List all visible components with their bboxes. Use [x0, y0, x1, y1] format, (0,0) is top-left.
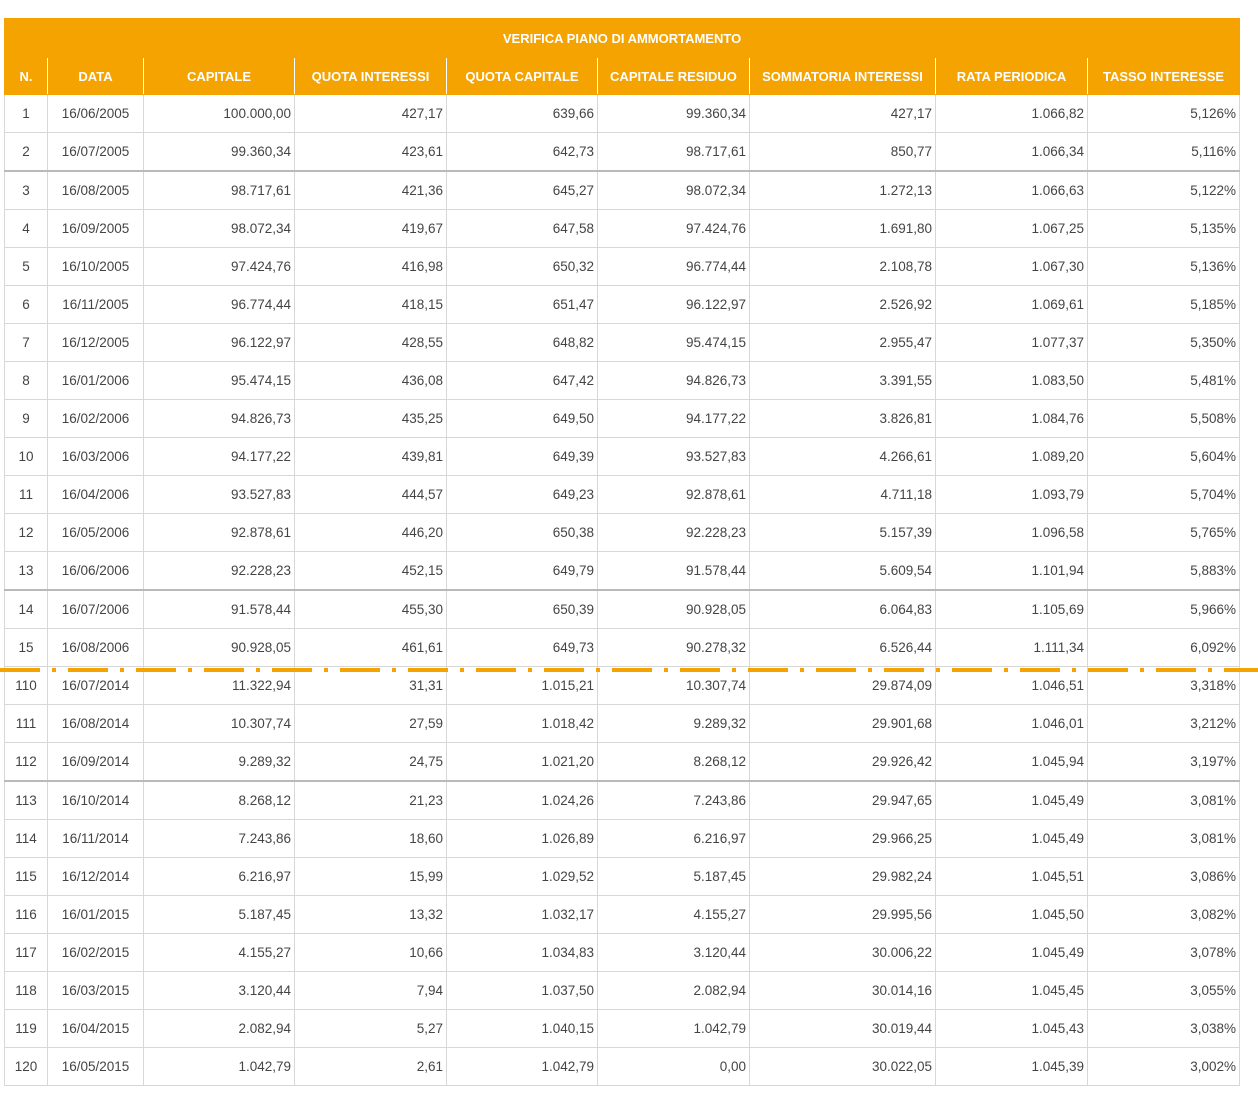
cell-capitale-residuo: 7.243,86 [598, 781, 750, 820]
table-row [5, 171, 1240, 210]
cell-capitale: 98.072,34 [144, 210, 295, 248]
table-row [5, 972, 1240, 1010]
cell-rata-periodica: 1.045,94 [936, 743, 1088, 782]
cell-n: 120 [5, 1048, 48, 1086]
cell-capitale-residuo: 95.474,15 [598, 324, 750, 362]
cell-n: 111 [5, 705, 48, 743]
cell-sommatoria-interessi: 30.006,22 [750, 934, 936, 972]
cell-capitale-residuo: 94.177,22 [598, 400, 750, 438]
table-row [5, 133, 1240, 172]
cell-sommatoria-interessi: 5.609,54 [750, 552, 936, 591]
cell-quota-capitale: 1.021,20 [447, 743, 598, 782]
cell-capitale: 94.826,73 [144, 400, 295, 438]
cell-capitale-residuo: 91.578,44 [598, 552, 750, 591]
cell-capitale-residuo: 96.774,44 [598, 248, 750, 286]
table-row [5, 248, 1240, 286]
table-row [5, 1048, 1240, 1086]
cell-tasso-interesse: 5,350% [1088, 324, 1240, 362]
cell-capitale: 91.578,44 [144, 590, 295, 629]
cell-tasso-interesse: 5,136% [1088, 248, 1240, 286]
cell-tasso-interesse: 5,481% [1088, 362, 1240, 400]
cell-n: 119 [5, 1010, 48, 1048]
cell-tasso-interesse: 3,212% [1088, 705, 1240, 743]
cell-n: 1 [5, 95, 48, 133]
cell-quota-capitale: 1.034,83 [447, 934, 598, 972]
cell-sommatoria-interessi: 4.711,18 [750, 476, 936, 514]
cell-quota-capitale: 648,82 [447, 324, 598, 362]
table-row [5, 590, 1240, 629]
cell-rata-periodica: 1.077,37 [936, 324, 1088, 362]
cell-tasso-interesse: 3,055% [1088, 972, 1240, 1010]
cell-quota-interessi: 423,61 [295, 133, 447, 172]
cell-data: 16/01/2015 [48, 896, 144, 934]
cell-rata-periodica: 1.089,20 [936, 438, 1088, 476]
column-header-n: N. [5, 58, 48, 95]
amortization-table [4, 18, 1240, 1086]
cell-data: 16/08/2014 [48, 705, 144, 743]
cell-sommatoria-interessi: 30.022,05 [750, 1048, 936, 1086]
cell-sommatoria-interessi: 30.014,16 [750, 972, 936, 1010]
cell-tasso-interesse: 5,185% [1088, 286, 1240, 324]
cell-capitale: 99.360,34 [144, 133, 295, 172]
cell-data: 16/09/2014 [48, 743, 144, 782]
cell-capitale-residuo: 8.268,12 [598, 743, 750, 782]
table-title: VERIFICA PIANO DI AMMORTAMENTO [5, 19, 1240, 58]
cell-capitale-residuo: 97.424,76 [598, 210, 750, 248]
cell-quota-capitale: 642,73 [447, 133, 598, 172]
cell-data: 16/06/2005 [48, 95, 144, 133]
cell-data: 16/07/2006 [48, 590, 144, 629]
cell-capitale-residuo: 90.278,32 [598, 629, 750, 667]
cell-rata-periodica: 1.111,34 [936, 629, 1088, 667]
table-row [5, 514, 1240, 552]
cell-capitale: 9.289,32 [144, 743, 295, 782]
cell-sommatoria-interessi: 30.019,44 [750, 1010, 936, 1048]
cell-n: 13 [5, 552, 48, 591]
cell-rata-periodica: 1.067,25 [936, 210, 1088, 248]
cell-capitale-residuo: 94.826,73 [598, 362, 750, 400]
cell-capitale-residuo: 2.082,94 [598, 972, 750, 1010]
cell-rata-periodica: 1.066,34 [936, 133, 1088, 172]
cell-quota-interessi: 436,08 [295, 362, 447, 400]
cell-capitale: 100.000,00 [144, 95, 295, 133]
cell-rata-periodica: 1.096,58 [936, 514, 1088, 552]
cell-data: 16/12/2014 [48, 858, 144, 896]
cell-rata-periodica: 1.045,51 [936, 858, 1088, 896]
table-row [5, 781, 1240, 820]
table-row [5, 286, 1240, 324]
column-header-quota-capitale: QUOTA CAPITALE [447, 58, 598, 95]
cell-quota-capitale: 1.037,50 [447, 972, 598, 1010]
cell-rata-periodica: 1.046,01 [936, 705, 1088, 743]
cell-n: 7 [5, 324, 48, 362]
cell-sommatoria-interessi: 29.947,65 [750, 781, 936, 820]
table-row [5, 858, 1240, 896]
cell-quota-interessi: 455,30 [295, 590, 447, 629]
cell-rata-periodica: 1.045,49 [936, 820, 1088, 858]
cell-rata-periodica: 1.045,49 [936, 934, 1088, 972]
cell-capitale-residuo: 10.307,74 [598, 667, 750, 705]
cell-capitale: 98.717,61 [144, 171, 295, 210]
cell-data: 16/05/2006 [48, 514, 144, 552]
cell-data: 16/08/2005 [48, 171, 144, 210]
cell-capitale: 90.928,05 [144, 629, 295, 667]
cell-quota-capitale: 1.029,52 [447, 858, 598, 896]
cell-capitale: 96.122,97 [144, 324, 295, 362]
cell-quota-interessi: 446,20 [295, 514, 447, 552]
table-row [5, 324, 1240, 362]
cell-quota-capitale: 651,47 [447, 286, 598, 324]
column-header-rata-periodica: RATA PERIODICA [936, 58, 1088, 95]
cell-quota-capitale: 639,66 [447, 95, 598, 133]
cell-quota-interessi: 427,17 [295, 95, 447, 133]
cell-n: 118 [5, 972, 48, 1010]
cell-capitale-residuo: 96.122,97 [598, 286, 750, 324]
cell-data: 16/04/2015 [48, 1010, 144, 1048]
cell-tasso-interesse: 5,966% [1088, 590, 1240, 629]
cell-tasso-interesse: 3,082% [1088, 896, 1240, 934]
cell-data: 16/07/2014 [48, 667, 144, 705]
cell-capitale-residuo: 5.187,45 [598, 858, 750, 896]
cell-data: 16/11/2005 [48, 286, 144, 324]
cell-quota-interessi: 15,99 [295, 858, 447, 896]
cell-quota-interessi: 27,59 [295, 705, 447, 743]
cell-n: 113 [5, 781, 48, 820]
cell-tasso-interesse: 5,765% [1088, 514, 1240, 552]
cell-capitale-residuo: 98.717,61 [598, 133, 750, 172]
cell-rata-periodica: 1.046,51 [936, 667, 1088, 705]
table-row [5, 476, 1240, 514]
cell-sommatoria-interessi: 2.955,47 [750, 324, 936, 362]
cell-tasso-interesse: 5,126% [1088, 95, 1240, 133]
cell-sommatoria-interessi: 29.982,24 [750, 858, 936, 896]
cell-data: 16/02/2006 [48, 400, 144, 438]
cell-sommatoria-interessi: 850,77 [750, 133, 936, 172]
cell-capitale: 11.322,94 [144, 667, 295, 705]
cell-tasso-interesse: 5,604% [1088, 438, 1240, 476]
table-row [5, 934, 1240, 972]
cell-n: 12 [5, 514, 48, 552]
cell-quota-interessi: 418,15 [295, 286, 447, 324]
cell-quota-interessi: 10,66 [295, 934, 447, 972]
table-row [5, 362, 1240, 400]
cell-rata-periodica: 1.105,69 [936, 590, 1088, 629]
cell-n: 10 [5, 438, 48, 476]
cell-sommatoria-interessi: 29.874,09 [750, 667, 936, 705]
column-header-capitale-residuo: CAPITALE RESIDUO [598, 58, 750, 95]
cell-rata-periodica: 1.045,43 [936, 1010, 1088, 1048]
cell-capitale: 8.268,12 [144, 781, 295, 820]
cell-data: 16/06/2006 [48, 552, 144, 591]
cell-rata-periodica: 1.045,50 [936, 896, 1088, 934]
cell-capitale-residuo: 93.527,83 [598, 438, 750, 476]
cell-n: 3 [5, 171, 48, 210]
table-row [5, 896, 1240, 934]
cell-capitale-residuo: 6.216,97 [598, 820, 750, 858]
cell-capitale: 3.120,44 [144, 972, 295, 1010]
table-row [5, 820, 1240, 858]
cell-data: 16/08/2006 [48, 629, 144, 667]
cell-tasso-interesse: 6,092% [1088, 629, 1240, 667]
cell-capitale: 6.216,97 [144, 858, 295, 896]
cell-data: 16/11/2014 [48, 820, 144, 858]
table-title-row [5, 19, 1240, 58]
cell-rata-periodica: 1.066,82 [936, 95, 1088, 133]
table-row [5, 210, 1240, 248]
cell-capitale-residuo: 90.928,05 [598, 590, 750, 629]
cell-n: 9 [5, 400, 48, 438]
cell-quota-interessi: 419,67 [295, 210, 447, 248]
cell-quota-capitale: 1.040,15 [447, 1010, 598, 1048]
cell-tasso-interesse: 5,135% [1088, 210, 1240, 248]
cell-n: 8 [5, 362, 48, 400]
cell-n: 14 [5, 590, 48, 629]
cell-quota-capitale: 1.024,26 [447, 781, 598, 820]
cell-quota-interessi: 5,27 [295, 1010, 447, 1048]
cell-n: 6 [5, 286, 48, 324]
cell-tasso-interesse: 5,122% [1088, 171, 1240, 210]
cell-tasso-interesse: 3,081% [1088, 820, 1240, 858]
cell-sommatoria-interessi: 1.691,80 [750, 210, 936, 248]
cell-quota-interessi: 21,23 [295, 781, 447, 820]
cell-sommatoria-interessi: 3.826,81 [750, 400, 936, 438]
column-header-quota-interessi: QUOTA INTERESSI [295, 58, 447, 95]
cell-tasso-interesse: 3,002% [1088, 1048, 1240, 1086]
cell-sommatoria-interessi: 5.157,39 [750, 514, 936, 552]
cell-capitale: 92.228,23 [144, 552, 295, 591]
cell-quota-capitale: 649,23 [447, 476, 598, 514]
cell-capitale-residuo: 3.120,44 [598, 934, 750, 972]
cell-quota-interessi: 428,55 [295, 324, 447, 362]
cell-quota-interessi: 13,32 [295, 896, 447, 934]
cell-quota-interessi: 444,57 [295, 476, 447, 514]
cell-rata-periodica: 1.066,63 [936, 171, 1088, 210]
table-row [5, 438, 1240, 476]
cell-n: 115 [5, 858, 48, 896]
table-row [5, 400, 1240, 438]
amortization-table-container [4, 18, 1239, 1086]
cell-data: 16/10/2014 [48, 781, 144, 820]
cell-n: 15 [5, 629, 48, 667]
cell-data: 16/10/2005 [48, 248, 144, 286]
cell-n: 114 [5, 820, 48, 858]
cell-rata-periodica: 1.045,39 [936, 1048, 1088, 1086]
cell-sommatoria-interessi: 2.108,78 [750, 248, 936, 286]
cell-capitale: 93.527,83 [144, 476, 295, 514]
cell-sommatoria-interessi: 6.064,83 [750, 590, 936, 629]
cell-quota-capitale: 647,42 [447, 362, 598, 400]
cell-quota-interessi: 2,61 [295, 1048, 447, 1086]
cell-quota-capitale: 647,58 [447, 210, 598, 248]
cell-sommatoria-interessi: 3.391,55 [750, 362, 936, 400]
cell-sommatoria-interessi: 6.526,44 [750, 629, 936, 667]
cell-rata-periodica: 1.045,45 [936, 972, 1088, 1010]
cell-data: 16/12/2005 [48, 324, 144, 362]
cell-quota-capitale: 650,32 [447, 248, 598, 286]
cell-capitale: 10.307,74 [144, 705, 295, 743]
cell-capitale: 94.177,22 [144, 438, 295, 476]
cell-tasso-interesse: 5,508% [1088, 400, 1240, 438]
cell-quota-interessi: 18,60 [295, 820, 447, 858]
cell-capitale: 4.155,27 [144, 934, 295, 972]
cell-quota-capitale: 1.026,89 [447, 820, 598, 858]
cell-rata-periodica: 1.084,76 [936, 400, 1088, 438]
cell-data: 16/07/2005 [48, 133, 144, 172]
cell-tasso-interesse: 3,038% [1088, 1010, 1240, 1048]
cell-rata-periodica: 1.067,30 [936, 248, 1088, 286]
cell-sommatoria-interessi: 29.901,68 [750, 705, 936, 743]
cell-sommatoria-interessi: 427,17 [750, 95, 936, 133]
cell-sommatoria-interessi: 4.266,61 [750, 438, 936, 476]
cell-sommatoria-interessi: 29.926,42 [750, 743, 936, 782]
table-row [5, 705, 1240, 743]
cell-data: 16/05/2015 [48, 1048, 144, 1086]
cell-capitale-residuo: 99.360,34 [598, 95, 750, 133]
cell-capitale: 5.187,45 [144, 896, 295, 934]
cell-capitale: 7.243,86 [144, 820, 295, 858]
cell-tasso-interesse: 5,704% [1088, 476, 1240, 514]
cell-capitale-residuo: 1.042,79 [598, 1010, 750, 1048]
cell-rata-periodica: 1.045,49 [936, 781, 1088, 820]
cell-tasso-interesse: 3,086% [1088, 858, 1240, 896]
cell-quota-capitale: 650,38 [447, 514, 598, 552]
cell-capitale: 96.774,44 [144, 286, 295, 324]
cell-tasso-interesse: 5,116% [1088, 133, 1240, 172]
cell-n: 5 [5, 248, 48, 286]
cell-quota-interessi: 416,98 [295, 248, 447, 286]
cell-quota-interessi: 31,31 [295, 667, 447, 705]
cell-data: 16/04/2006 [48, 476, 144, 514]
cell-n: 117 [5, 934, 48, 972]
table-row [5, 1010, 1240, 1048]
cell-n: 11 [5, 476, 48, 514]
cell-capitale-residuo: 98.072,34 [598, 171, 750, 210]
cell-tasso-interesse: 3,318% [1088, 667, 1240, 705]
cell-data: 16/01/2006 [48, 362, 144, 400]
cell-sommatoria-interessi: 29.995,56 [750, 896, 936, 934]
cell-quota-capitale: 649,50 [447, 400, 598, 438]
cell-capitale: 1.042,79 [144, 1048, 295, 1086]
cell-capitale: 95.474,15 [144, 362, 295, 400]
table-row [5, 629, 1240, 667]
cell-quota-capitale: 1.032,17 [447, 896, 598, 934]
cell-data: 16/03/2006 [48, 438, 144, 476]
table-row [5, 552, 1240, 591]
table-row [5, 743, 1240, 782]
cell-rata-periodica: 1.069,61 [936, 286, 1088, 324]
cell-quota-capitale: 645,27 [447, 171, 598, 210]
cell-capitale-residuo: 9.289,32 [598, 705, 750, 743]
cell-capitale-residuo: 92.878,61 [598, 476, 750, 514]
cell-rata-periodica: 1.083,50 [936, 362, 1088, 400]
cell-capitale-residuo: 0,00 [598, 1048, 750, 1086]
cell-quota-capitale: 1.018,42 [447, 705, 598, 743]
cell-quota-capitale: 1.042,79 [447, 1048, 598, 1086]
column-header-data: DATA [48, 58, 144, 95]
cell-quota-capitale: 649,39 [447, 438, 598, 476]
column-header-tasso-interesse: TASSO INTERESSE [1088, 58, 1240, 95]
cell-quota-interessi: 24,75 [295, 743, 447, 782]
cell-quota-interessi: 435,25 [295, 400, 447, 438]
cell-sommatoria-interessi: 1.272,13 [750, 171, 936, 210]
cell-capitale: 2.082,94 [144, 1010, 295, 1048]
cell-n: 116 [5, 896, 48, 934]
cell-rata-periodica: 1.093,79 [936, 476, 1088, 514]
cell-tasso-interesse: 3,081% [1088, 781, 1240, 820]
cell-data: 16/02/2015 [48, 934, 144, 972]
cell-tasso-interesse: 3,197% [1088, 743, 1240, 782]
cell-capitale-residuo: 92.228,23 [598, 514, 750, 552]
cell-n: 110 [5, 667, 48, 705]
table-body [5, 95, 1240, 1086]
cell-quota-interessi: 439,81 [295, 438, 447, 476]
column-header-sommatoria-interessi: SOMMATORIA INTERESSI [750, 58, 936, 95]
cell-quota-capitale: 650,39 [447, 590, 598, 629]
cell-capitale: 92.878,61 [144, 514, 295, 552]
cell-sommatoria-interessi: 2.526,92 [750, 286, 936, 324]
column-header-capitale: CAPITALE [144, 58, 295, 95]
cell-quota-interessi: 452,15 [295, 552, 447, 591]
column-header-row [5, 58, 1240, 95]
cell-quota-interessi: 421,36 [295, 171, 447, 210]
cell-quota-interessi: 461,61 [295, 629, 447, 667]
table-row [5, 95, 1240, 133]
cell-n: 2 [5, 133, 48, 172]
cell-tasso-interesse: 3,078% [1088, 934, 1240, 972]
cell-rata-periodica: 1.101,94 [936, 552, 1088, 591]
cell-data: 16/03/2015 [48, 972, 144, 1010]
cell-tasso-interesse: 5,883% [1088, 552, 1240, 591]
cell-capitale: 97.424,76 [144, 248, 295, 286]
cell-quota-interessi: 7,94 [295, 972, 447, 1010]
table-row [5, 667, 1240, 705]
cell-n: 4 [5, 210, 48, 248]
cell-quota-capitale: 649,79 [447, 552, 598, 591]
cell-quota-capitale: 1.015,21 [447, 667, 598, 705]
cell-data: 16/09/2005 [48, 210, 144, 248]
cell-n: 112 [5, 743, 48, 782]
cell-quota-capitale: 649,73 [447, 629, 598, 667]
cell-capitale-residuo: 4.155,27 [598, 896, 750, 934]
cell-sommatoria-interessi: 29.966,25 [750, 820, 936, 858]
